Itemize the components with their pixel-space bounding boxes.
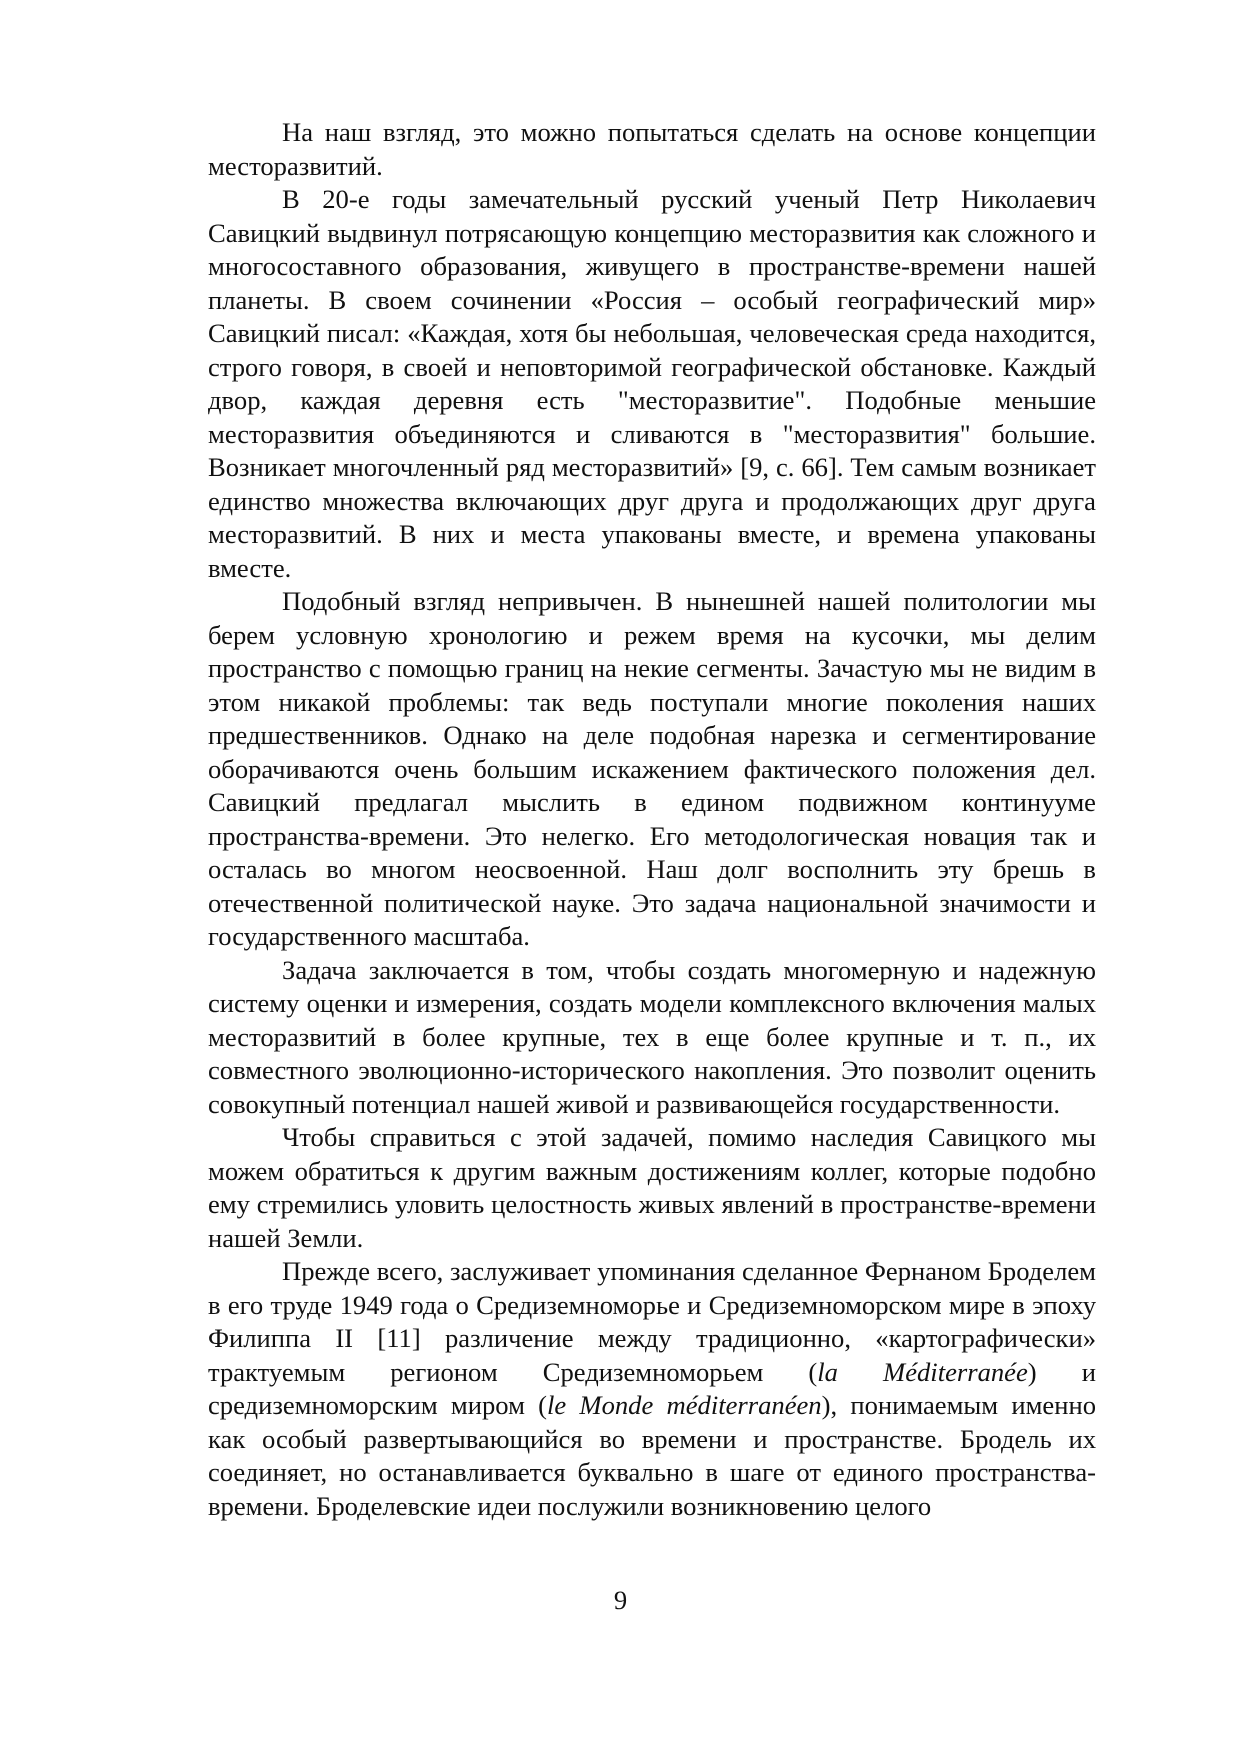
paragraph-4: Задача заключается в том, чтобы создать многомерную и надежную систему оценки и измерения, создать модели комплексного включения малых месторазвитий в более крупные, тех в еще более крупные и т. п., их совместного эволюционно-исторического накопления. Это позволит оценить совокупный потенциал нашей живой и развивающейся государственности.: [208, 954, 1096, 1119]
paragraph-6: [208, 1255, 1096, 1523]
paragraph-5: Чтобы справиться с этой задачей, помимо наследия Савицкого мы можем обратиться к другим важным достижениям коллег, которые подобно ему стремились уловить целостность живых явлений в пространстве-времени нашей Земли.: [208, 1122, 1096, 1253]
paragraph-2: В 20-е годы замечательный русский ученый Петр Николаевич Савицкий выдвинул потрясающую концепцию месторазвития как сложного и многосоставного образования, живущего в пространстве-времени нашей планеты. В своем сочинении «Россия – особый географический мир» Савицкий писал: «Каждая, хотя бы небольшая, человеческая среда находится, строго говоря, в своей и неповторимой географической обстановке. Каждый двор, каждая деревня есть "месторазвитие". Подобные меньшие месторазвития объединяются и сливаются в "месторазвития" большие. Возникает многочленный ряд месторазвитий» [9, с. 66]. Тем самым возникает единство множества включающих друг друга и продолжающих друг друга месторазвитий. В них и места упакованы вместе, и времена упакованы вместе.: [208, 184, 1096, 583]
paragraph-3: Подобный взгляд непривычен. В нынешней нашей политологии мы берем условную хронологию и режем время на кусочки, мы делим пространство с помощью границ на некие сегменты. Зачастую мы не видим в этом никакой проблемы: так ведь поступали многие поколения наших предшественников. Однако на деле подобная нарезка и сегментирование оборачиваются очень большим искажением фактического положения дел. Савицкий предлагал мыслить в едином подвижном континууме пространства-времени. Это нелегко. Его методологическая новация так и осталась во многом неосвоенной. Наш долг восполнить эту брешь в отечественной политической науке. Это задача национальной значимости и государственного масштаба.: [208, 586, 1096, 951]
paragraph-1: На наш взгляд, это можно попытаться сделать на основе концепции месторазвитий.: [208, 117, 1096, 181]
paragraph-6-text-a: Прежде всего, заслуживает упоминания сделанное Фернаном Броделем в его труде 1949 года о Средиземноморье и Средиземноморском мире в эпоху Филиппа II [11] различение между традиционно, «картографически» трактуемым регионом Средиземноморьем (: [208, 1256, 1096, 1387]
paragraph-6-italic-b: le Monde méditerranéen: [547, 1390, 822, 1420]
paragraph-6-text-c: ), понимаемым именно как особый развертывающийся во времени и пространстве. Бродель их соединяет, но останавливается буквально в шаге от единого пространства-времени. Броделевские идеи послужили возникновению целого: [208, 1390, 1096, 1521]
page-number: 9: [613, 1585, 628, 1615]
document-body: [208, 116, 1096, 1523]
paragraph-6-italic-a: la Méditerranée: [817, 1356, 1028, 1387]
paragraph-6-text-b: ) и средиземноморским миром (: [208, 1356, 1096, 1420]
